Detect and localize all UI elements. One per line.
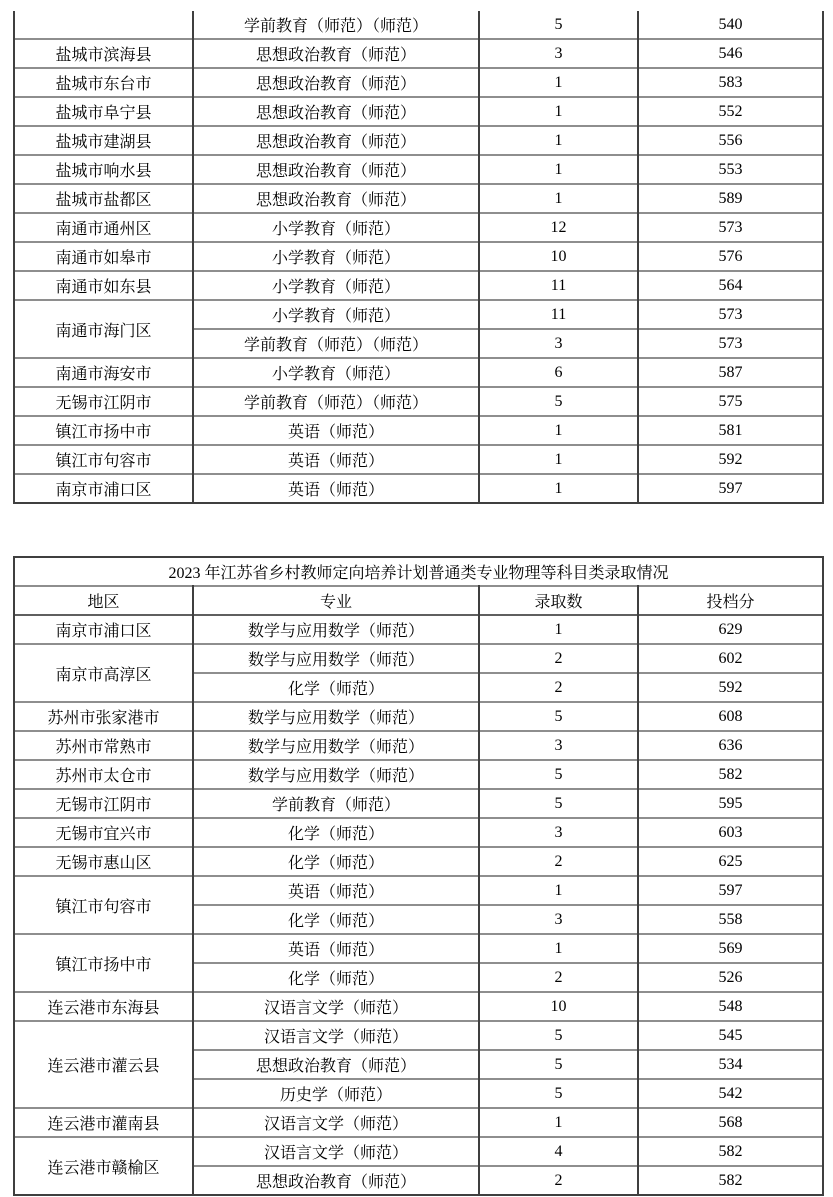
score-cell: 602: [638, 644, 823, 673]
major-cell: 思想政治教育（师范）: [193, 68, 479, 97]
table-row: [14, 242, 823, 271]
count-cell: 5: [479, 387, 638, 416]
table-row: [14, 818, 823, 847]
count-cell: 1: [479, 416, 638, 445]
count-cell: 3: [479, 818, 638, 847]
major-cell: 汉语言文学（师范）: [193, 1108, 479, 1137]
score-cell: 575: [638, 387, 823, 416]
count-cell: 1: [479, 615, 638, 644]
count-cell: 2: [479, 847, 638, 876]
major-cell: 英语（师范）: [193, 445, 479, 474]
score-cell: 542: [638, 1079, 823, 1108]
table-row: [14, 271, 823, 300]
score-cell: 534: [638, 1050, 823, 1079]
major-cell: 英语（师范）: [193, 934, 479, 963]
table-row: [14, 731, 823, 760]
region-cell: 南通市如东县: [14, 271, 193, 300]
table-row: [14, 213, 823, 242]
score-cell: 583: [638, 68, 823, 97]
region-cell: 苏州市太仓市: [14, 760, 193, 789]
table-row: [14, 97, 823, 126]
score-cell: 581: [638, 416, 823, 445]
major-cell: 小学教育（师范）: [193, 213, 479, 242]
region-cell: 镇江市扬中市: [14, 934, 193, 992]
region-cell: 连云港市灌南县: [14, 1108, 193, 1137]
count-cell: 4: [479, 1137, 638, 1166]
region-cell: 南通市通州区: [14, 213, 193, 242]
table-row: [14, 760, 823, 789]
count-cell: 1: [479, 97, 638, 126]
count-cell: 1: [479, 474, 638, 503]
major-cell: 汉语言文学（师范）: [193, 1021, 479, 1050]
count-cell: 3: [479, 39, 638, 68]
major-cell: 小学教育（师范）: [193, 358, 479, 387]
major-cell: 数学与应用数学（师范）: [193, 702, 479, 731]
major-cell: 小学教育（师范）: [193, 300, 479, 329]
score-cell: 553: [638, 155, 823, 184]
region-cell: 连云港市东海县: [14, 992, 193, 1021]
count-cell: 2: [479, 963, 638, 992]
region-cell: 盐城市滨海县: [14, 39, 193, 68]
table-row: [14, 445, 823, 474]
score-cell: 573: [638, 300, 823, 329]
column-header-count: 录取数: [479, 586, 638, 615]
count-cell: 5: [479, 1021, 638, 1050]
major-cell: 数学与应用数学（师范）: [193, 731, 479, 760]
major-cell: 数学与应用数学（师范）: [193, 644, 479, 673]
table-row: [14, 68, 823, 97]
region-cell: 无锡市宜兴市: [14, 818, 193, 847]
score-cell: 629: [638, 615, 823, 644]
region-cell: 盐城市建湖县: [14, 126, 193, 155]
table-row: [14, 300, 823, 329]
score-cell: 589: [638, 184, 823, 213]
region-cell: 南京市浦口区: [14, 615, 193, 644]
count-cell: 1: [479, 934, 638, 963]
region-cell: 南京市高淳区: [14, 644, 193, 702]
region-cell: 镇江市句容市: [14, 876, 193, 934]
score-cell: 592: [638, 445, 823, 474]
region-cell: 南通市如皋市: [14, 242, 193, 271]
count-cell: 2: [479, 673, 638, 702]
major-cell: 汉语言文学（师范）: [193, 1137, 479, 1166]
count-cell: 5: [479, 789, 638, 818]
score-cell: 587: [638, 358, 823, 387]
table-row: [14, 644, 823, 673]
score-cell: 526: [638, 963, 823, 992]
region-cell: 盐城市响水县: [14, 155, 193, 184]
count-cell: 6: [479, 358, 638, 387]
major-cell: 思想政治教育（师范）: [193, 184, 479, 213]
count-cell: 1: [479, 68, 638, 97]
table-row: [14, 416, 823, 445]
major-cell: 英语（师范）: [193, 416, 479, 445]
score-cell: 573: [638, 329, 823, 358]
major-cell: 思想政治教育（师范）: [193, 126, 479, 155]
region-cell: 盐城市阜宁县: [14, 97, 193, 126]
admissions-table-physics: [13, 556, 822, 1196]
region-cell: 南通市海安市: [14, 358, 193, 387]
table-header-row: [14, 586, 823, 615]
region-cell: 连云港市赣榆区: [14, 1137, 193, 1195]
count-cell: 10: [479, 992, 638, 1021]
major-cell: 小学教育（师范）: [193, 271, 479, 300]
score-cell: 608: [638, 702, 823, 731]
table-row: [14, 358, 823, 387]
major-cell: 小学教育（师范）: [193, 242, 479, 271]
count-cell: 2: [479, 644, 638, 673]
major-cell: 化学（师范）: [193, 905, 479, 934]
table-row: [14, 155, 823, 184]
score-cell: 625: [638, 847, 823, 876]
major-cell: 学前教育（师范）（师范）: [193, 387, 479, 416]
count-cell: 5: [479, 760, 638, 789]
count-cell: 1: [479, 184, 638, 213]
score-cell: 582: [638, 1137, 823, 1166]
region-cell: 苏州市张家港市: [14, 702, 193, 731]
table-row: [14, 702, 823, 731]
score-cell: 545: [638, 1021, 823, 1050]
major-cell: 化学（师范）: [193, 673, 479, 702]
table-row: [14, 876, 823, 905]
table-row: [14, 992, 823, 1021]
score-cell: 595: [638, 789, 823, 818]
table-row: [14, 847, 823, 876]
score-cell: 540: [638, 11, 823, 39]
count-cell: 1: [479, 876, 638, 905]
score-cell: 558: [638, 905, 823, 934]
score-cell: 568: [638, 1108, 823, 1137]
table-row: [14, 1021, 823, 1050]
table-row: [14, 39, 823, 68]
count-cell: 3: [479, 731, 638, 760]
score-cell: 582: [638, 760, 823, 789]
count-cell: 1: [479, 1108, 638, 1137]
major-cell: 数学与应用数学（师范）: [193, 615, 479, 644]
major-cell: 思想政治教育（师范）: [193, 39, 479, 68]
score-cell: 548: [638, 992, 823, 1021]
count-cell: 2: [479, 1166, 638, 1195]
major-cell: 化学（师范）: [193, 818, 479, 847]
major-cell: 数学与应用数学（师范）: [193, 760, 479, 789]
region-cell: 镇江市句容市: [14, 445, 193, 474]
count-cell: 3: [479, 329, 638, 358]
region-cell: 镇江市扬中市: [14, 416, 193, 445]
score-cell: 546: [638, 39, 823, 68]
region-cell: 无锡市江阴市: [14, 789, 193, 818]
table-row: [14, 474, 823, 503]
count-cell: 5: [479, 11, 638, 39]
score-cell: 556: [638, 126, 823, 155]
column-header-region: 地区: [14, 586, 193, 615]
region-cell: 连云港市灌云县: [14, 1021, 193, 1108]
score-cell: 597: [638, 876, 823, 905]
major-cell: 英语（师范）: [193, 474, 479, 503]
table-row: [14, 11, 823, 39]
count-cell: 5: [479, 702, 638, 731]
count-cell: 12: [479, 213, 638, 242]
admissions-table-physics-grid: [13, 556, 824, 1196]
region-cell: 南通市海门区: [14, 300, 193, 358]
admissions-table-continued-grid: [13, 11, 824, 504]
major-cell: 学前教育（师范）（师范）: [193, 11, 479, 39]
count-cell: 1: [479, 126, 638, 155]
score-cell: 592: [638, 673, 823, 702]
table-row: [14, 934, 823, 963]
table-title-row: [14, 557, 823, 586]
table-row: [14, 387, 823, 416]
count-cell: 11: [479, 271, 638, 300]
region-cell: 盐城市东台市: [14, 68, 193, 97]
region-cell: 南京市浦口区: [14, 474, 193, 503]
major-cell: 学前教育（师范）（师范）: [193, 329, 479, 358]
region-cell: 无锡市惠山区: [14, 847, 193, 876]
count-cell: 5: [479, 1079, 638, 1108]
major-cell: 思想政治教育（师范）: [193, 97, 479, 126]
score-cell: 576: [638, 242, 823, 271]
count-cell: 3: [479, 905, 638, 934]
score-cell: 569: [638, 934, 823, 963]
region-cell: 苏州市常熟市: [14, 731, 193, 760]
major-cell: 思想政治教育（师范）: [193, 155, 479, 184]
region-cell: 盐城市盐都区: [14, 184, 193, 213]
column-header-score: 投档分: [638, 586, 823, 615]
column-header-major: 专业: [193, 586, 479, 615]
major-cell: 学前教育（师范）: [193, 789, 479, 818]
count-cell: 5: [479, 1050, 638, 1079]
count-cell: 11: [479, 300, 638, 329]
table-row: [14, 789, 823, 818]
table-row: [14, 126, 823, 155]
region-cell: [14, 11, 193, 39]
count-cell: 1: [479, 155, 638, 184]
region-cell: 无锡市江阴市: [14, 387, 193, 416]
major-cell: 历史学（师范）: [193, 1079, 479, 1108]
major-cell: 思想政治教育（师范）: [193, 1050, 479, 1079]
table-title: 2023 年江苏省乡村教师定向培养计划普通类专业物理等科目类录取情况: [14, 557, 823, 586]
table-row: [14, 615, 823, 644]
score-cell: 603: [638, 818, 823, 847]
count-cell: 1: [479, 445, 638, 474]
score-cell: 582: [638, 1166, 823, 1195]
major-cell: 化学（师范）: [193, 963, 479, 992]
count-cell: 10: [479, 242, 638, 271]
table-row: [14, 184, 823, 213]
score-cell: 636: [638, 731, 823, 760]
major-cell: 英语（师范）: [193, 876, 479, 905]
admissions-table-continued: [13, 11, 822, 504]
major-cell: 思想政治教育（师范）: [193, 1166, 479, 1195]
score-cell: 573: [638, 213, 823, 242]
major-cell: 化学（师范）: [193, 847, 479, 876]
score-cell: 564: [638, 271, 823, 300]
score-cell: 597: [638, 474, 823, 503]
score-cell: 552: [638, 97, 823, 126]
table-row: [14, 1137, 823, 1166]
major-cell: 汉语言文学（师范）: [193, 992, 479, 1021]
table-row: [14, 1108, 823, 1137]
